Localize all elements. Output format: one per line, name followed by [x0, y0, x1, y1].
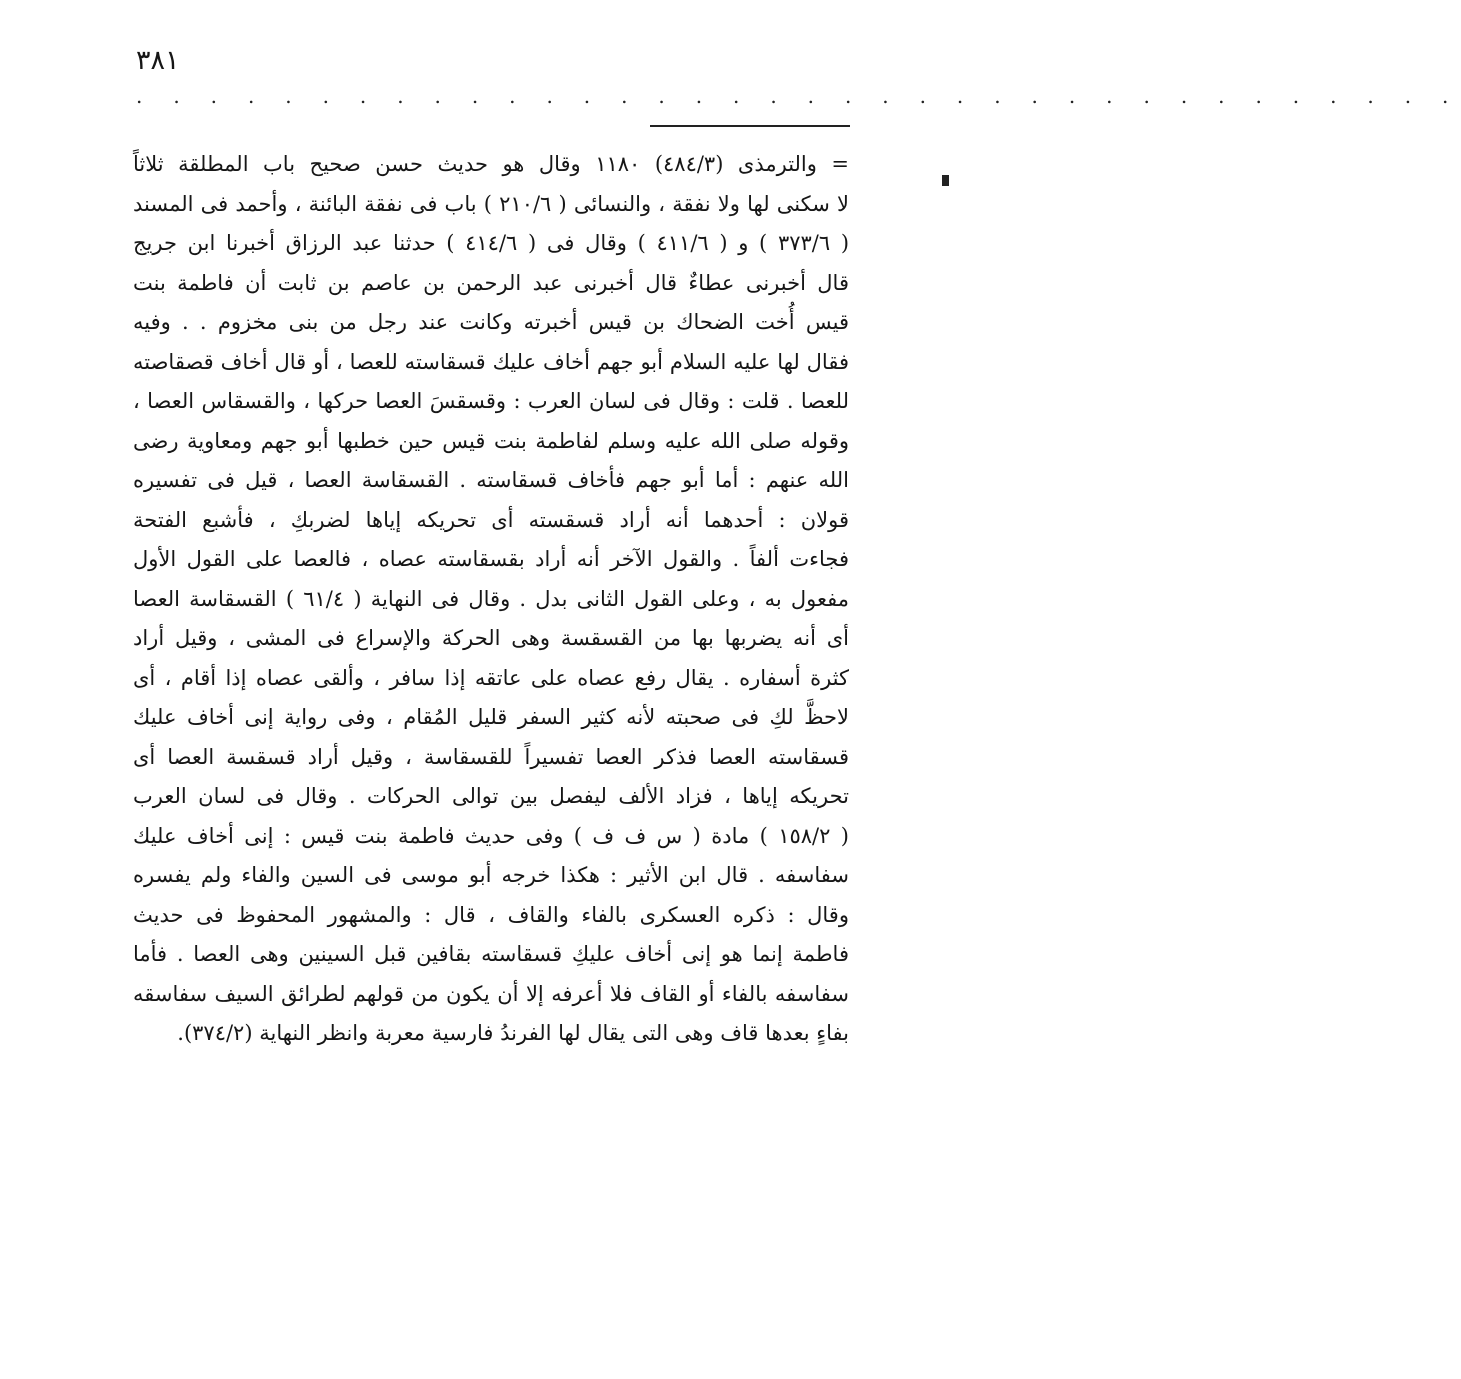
page-number: ٣٨١: [136, 45, 180, 76]
footnote-line: ( ١٥٨/٢ ) مادة ( س ف ف ) وفى حديث فاطمة بنت قيس : إنى أخاف عليك: [133, 823, 849, 848]
footnote-line: بفاءٍ بعدها قاف وهى التى يقال لها الفرندُ فارسية معربة وانظر النهاية (٣٧٤/٢).: [177, 1021, 849, 1045]
footnote-line: للعصا . قلت : وقال فى لسان العرب : وقسقسَ العصا حركها ، والقسقاس العصا ،: [133, 389, 849, 413]
footnote-line: فاطمة إنما هو إنى أخاف عليكِ قسقاسته بقافين قبل السينين وهى العصا . فأما: [133, 942, 849, 966]
footnote-line: فقال لها عليه السلام أبو جهم أخاف عليك قسقاسته للعصا ، أو قال أخاف قصقاصته: [133, 349, 849, 374]
dot-leader: . . . . . . . . . . . . . . . . . . . . . . . . . . . . . . . . . . . .: [136, 84, 1461, 108]
footnote-line: لاحظَّ لكِ فى صحبته لأنه كثير السفر قليل المُقام ، وفى رواية إنى أخاف عليك: [133, 705, 849, 729]
footnote-line: سفاسفه بالفاء أو القاف فلا أعرفه إلا أن يكون من قولهم لطرائق السيف سفاسقه: [133, 981, 849, 1006]
footnote-text: [133, 145, 849, 1054]
footnote-line: وقوله صلى الله عليه وسلم لفاطمة بنت قيس حين خطبها أبو جهم ومعاوية رضى: [133, 428, 849, 453]
footnote-line: ( ٣٧٣/٦ ) و ( ٤١١/٦ ) وقال فى ( ٤١٤/٦ ) حدثنا عبد الرزاق أخبرنا ابن جريج: [133, 231, 850, 255]
footnote-line: قال أخبرنى عطاءٌ قال أخبرنى عبد الرحمن بن عاصم بن ثابت أن فاطمة بنت: [133, 270, 849, 295]
page-edge-mark: [942, 175, 949, 186]
footnote-line: أى أنه يضربها بها من القسقسة وهى الحركة والإسراع فى المشى ، وقيل أراد: [133, 626, 849, 650]
footnote-line: سفاسفه . قال ابن الأثير : هكذا خرجه أبو موسى فى السين والفاء ولم يفسره: [133, 863, 849, 887]
footnote-line: تحريكه إياها ، فزاد الألف ليفصل بين توالى الحركات . وقال فى لسان العرب: [133, 784, 849, 808]
footnote-line: الله عنهم : أما أبو جهم فأخاف قسقاسته . القسقاسة العصا ، قيل فى تفسيره: [133, 468, 849, 492]
footnote-line: قولان : أحدهما أنه أراد قسقسته أى تحريكه إياها لضربكِ ، فأشبع الفتحة: [133, 507, 849, 532]
footnote-line: لا سكنى لها ولا نفقة ، والنسائى ( ٢١٠/٦ ) باب فى نفقة البائنة ، وأحمد فى المسند: [133, 191, 849, 216]
footnote-line: مفعول به ، وعلى القول الثانى بدل . وقال فى النهاية ( ٦١/٤ ) القسقاسة العصا: [133, 586, 849, 611]
footnote-line: قيس أُخت الضحاك بن قيس أخبرته وكانت عند رجل من بنى مخزوم . . وفيه: [133, 310, 849, 334]
footnote-line: = والترمذى (٤٨٤/٣) ١١٨٠ وقال هو حديث حسن صحيح باب المطلقة ثلاثاً: [133, 152, 849, 176]
footnote-separator-rule: [650, 125, 850, 127]
footnote-line: وقال : ذكره العسكرى بالفاء والقاف ، قال : والمشهور المحفوظ فى حديث: [133, 902, 849, 927]
footnote-line: قسقاسته العصا فذكر العصا تفسيراً للقسقاسة ، وقيل أراد قسقسة العصا أى: [133, 744, 849, 769]
footnote-line: كثرة أسفاره . يقال رفع عصاه على عاتقه إذا سافر ، وألقى عصاه إذا أقام ، أى: [133, 665, 849, 690]
footnote-line: فجاءت ألفاً . والقول الآخر أنه أراد بقسقاسته عصاه ، فالعصا على القول الأول: [133, 547, 849, 571]
